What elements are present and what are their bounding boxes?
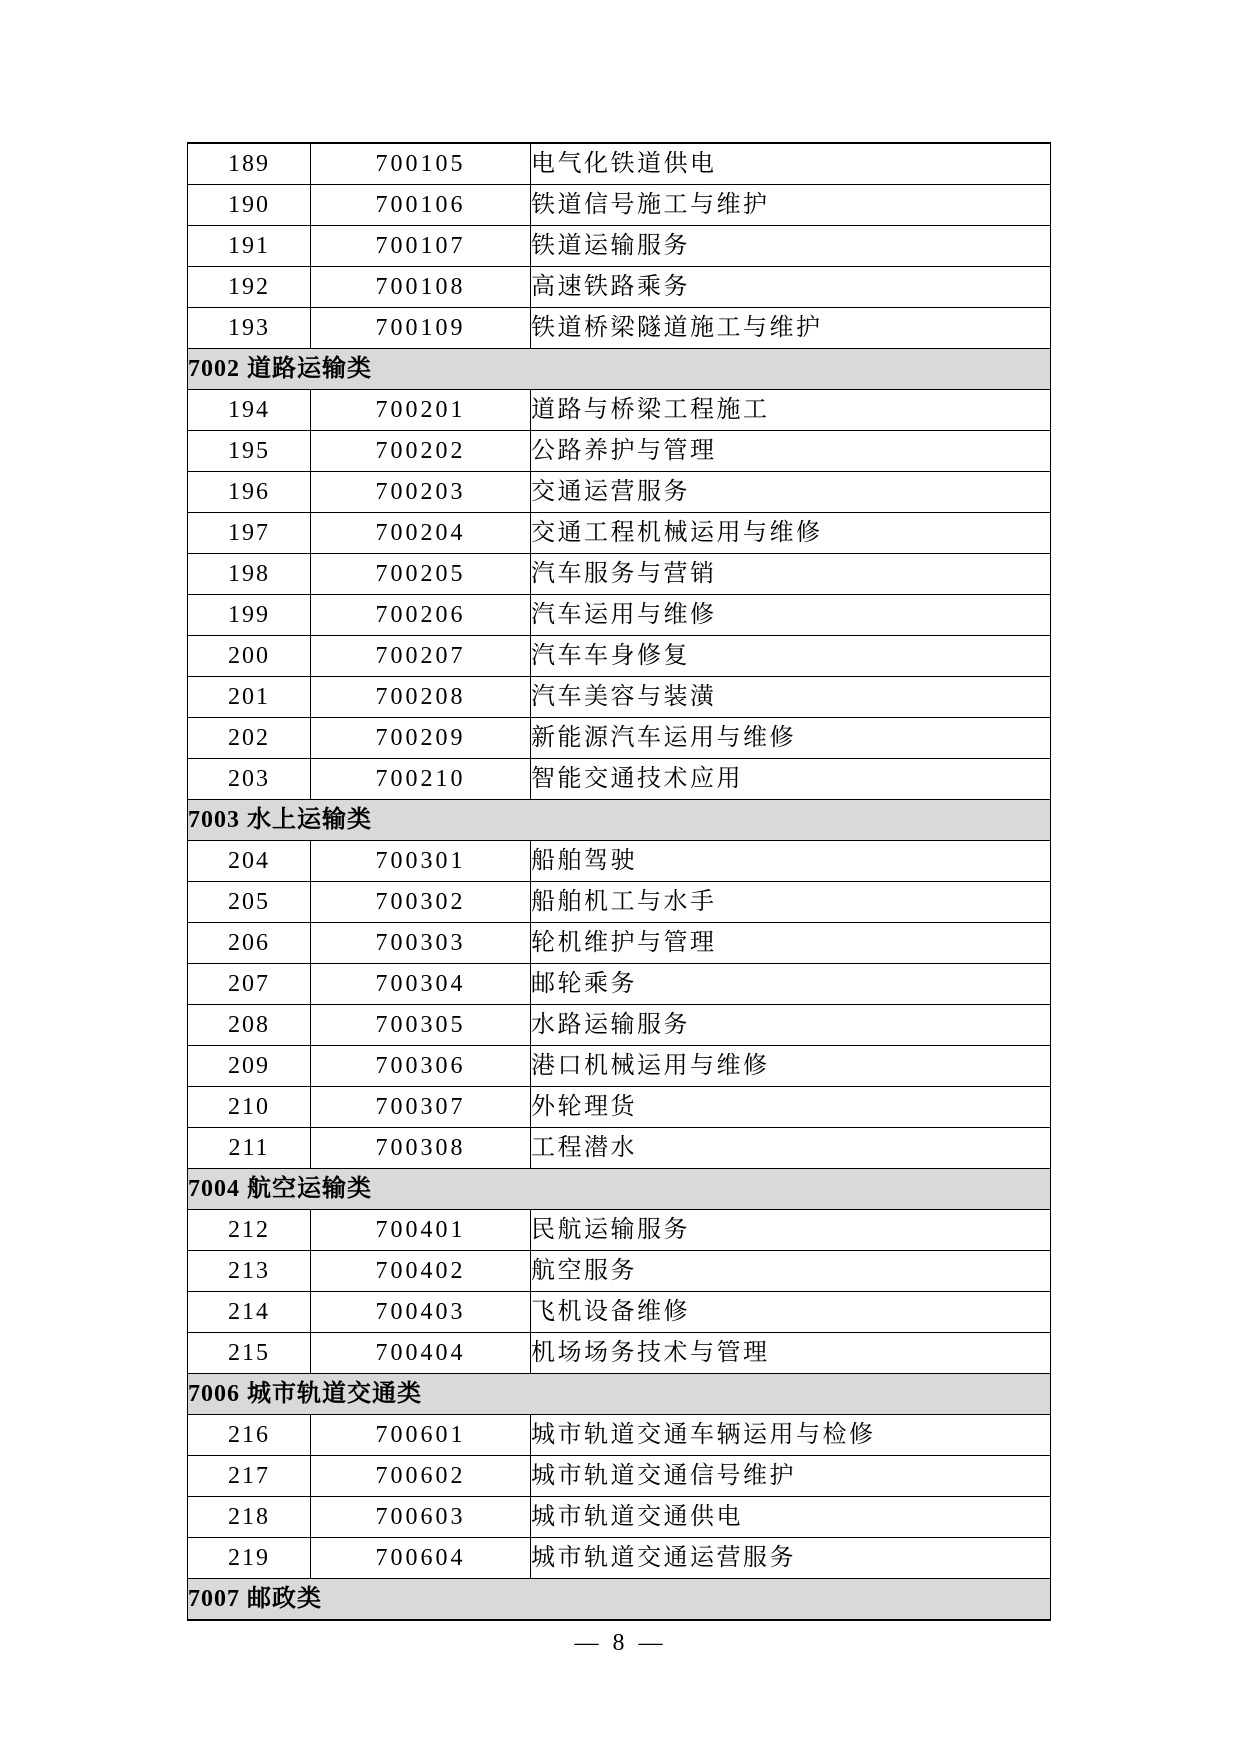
major-name-cell: 交通运营服务: [531, 472, 1051, 513]
major-name-cell: 铁道运输服务: [531, 226, 1051, 267]
major-name-cell: 汽车美容与装潢: [531, 677, 1051, 718]
section-header-row: [188, 1579, 1051, 1621]
row-number-cell: 197: [188, 513, 311, 554]
major-code-cell: 700209: [311, 718, 531, 759]
major-code-cell: 700107: [311, 226, 531, 267]
major-name-cell: 城市轨道交通供电: [531, 1497, 1051, 1538]
major-name-cell: 水路运输服务: [531, 1005, 1051, 1046]
major-code-cell: 700108: [311, 267, 531, 308]
table-row: [188, 1415, 1051, 1456]
row-number-cell: 189: [188, 143, 311, 185]
table-row: [188, 472, 1051, 513]
major-name-cell: 船舶驾驶: [531, 841, 1051, 882]
table-row: [188, 1456, 1051, 1497]
row-number-cell: 218: [188, 1497, 311, 1538]
row-number-cell: 214: [188, 1292, 311, 1333]
row-number-cell: 200: [188, 636, 311, 677]
table-row: [188, 636, 1051, 677]
major-code-cell: 700301: [311, 841, 531, 882]
major-code-cell: 700205: [311, 554, 531, 595]
section-label-cell: 7003 水上运输类: [188, 800, 1051, 841]
row-number-cell: 195: [188, 431, 311, 472]
row-number-cell: 219: [188, 1538, 311, 1579]
major-name-cell: 铁道信号施工与维护: [531, 185, 1051, 226]
row-number-cell: 193: [188, 308, 311, 349]
row-number-cell: 203: [188, 759, 311, 800]
row-number-cell: 202: [188, 718, 311, 759]
page-number: — 8 —: [574, 1630, 667, 1656]
row-number-cell: 204: [188, 841, 311, 882]
section-header-row: [188, 349, 1051, 390]
table-row: [188, 1210, 1051, 1251]
table-row: [188, 226, 1051, 267]
major-code-cell: 700204: [311, 513, 531, 554]
row-number-cell: 208: [188, 1005, 311, 1046]
row-number-cell: 211: [188, 1128, 311, 1169]
major-code-cell: 700109: [311, 308, 531, 349]
row-number-cell: 192: [188, 267, 311, 308]
table-row: [188, 1333, 1051, 1374]
major-code-cell: 700308: [311, 1128, 531, 1169]
table-row: [188, 595, 1051, 636]
major-code-cell: 700106: [311, 185, 531, 226]
major-code-cell: 700206: [311, 595, 531, 636]
major-name-cell: 民航运输服务: [531, 1210, 1051, 1251]
major-name-cell: 高速铁路乘务: [531, 267, 1051, 308]
row-number-cell: 196: [188, 472, 311, 513]
major-name-cell: 智能交通技术应用: [531, 759, 1051, 800]
major-name-cell: 轮机维护与管理: [531, 923, 1051, 964]
section-header-row: [188, 1169, 1051, 1210]
row-number-cell: 199: [188, 595, 311, 636]
row-number-cell: 215: [188, 1333, 311, 1374]
row-number-cell: 209: [188, 1046, 311, 1087]
table-row: [188, 185, 1051, 226]
row-number-cell: 206: [188, 923, 311, 964]
section-label-cell: 7002 道路运输类: [188, 349, 1051, 390]
major-code-cell: 700203: [311, 472, 531, 513]
major-name-cell: 邮轮乘务: [531, 964, 1051, 1005]
major-name-cell: 公路养护与管理: [531, 431, 1051, 472]
major-name-cell: 城市轨道交通车辆运用与检修: [531, 1415, 1051, 1456]
section-header-row: [188, 1374, 1051, 1415]
table-row: [188, 513, 1051, 554]
major-code-cell: 700305: [311, 1005, 531, 1046]
table-row: [188, 1046, 1051, 1087]
row-number-cell: 216: [188, 1415, 311, 1456]
major-name-cell: 工程潜水: [531, 1128, 1051, 1169]
major-code-cell: 700604: [311, 1538, 531, 1579]
major-name-cell: 飞机设备维修: [531, 1292, 1051, 1333]
major-code-cell: 700210: [311, 759, 531, 800]
table-row: [188, 882, 1051, 923]
row-number-cell: 194: [188, 390, 311, 431]
table-row: [188, 1251, 1051, 1292]
row-number-cell: 205: [188, 882, 311, 923]
row-number-cell: 213: [188, 1251, 311, 1292]
major-code-cell: 700201: [311, 390, 531, 431]
major-code-cell: 700603: [311, 1497, 531, 1538]
table-row: [188, 390, 1051, 431]
major-code-cell: 700105: [311, 143, 531, 185]
major-name-cell: 航空服务: [531, 1251, 1051, 1292]
major-code-cell: 700401: [311, 1210, 531, 1251]
table-row: [188, 554, 1051, 595]
major-name-cell: 交通工程机械运用与维修: [531, 513, 1051, 554]
row-number-cell: 198: [188, 554, 311, 595]
major-name-cell: 汽车车身修复: [531, 636, 1051, 677]
table-row: [188, 923, 1051, 964]
table-row: [188, 267, 1051, 308]
major-code-cell: 700602: [311, 1456, 531, 1497]
major-name-cell: 汽车服务与营销: [531, 554, 1051, 595]
table-row: [188, 143, 1051, 185]
major-name-cell: 机场场务技术与管理: [531, 1333, 1051, 1374]
major-code-cell: 700202: [311, 431, 531, 472]
major-code-cell: 700302: [311, 882, 531, 923]
major-code-cell: 700303: [311, 923, 531, 964]
major-name-cell: 外轮理货: [531, 1087, 1051, 1128]
section-label-cell: 7004 航空运输类: [188, 1169, 1051, 1210]
table-row: [188, 1538, 1051, 1579]
major-name-cell: 船舶机工与水手: [531, 882, 1051, 923]
table-row: [188, 431, 1051, 472]
major-name-cell: 汽车运用与维修: [531, 595, 1051, 636]
major-code-cell: 700304: [311, 964, 531, 1005]
row-number-cell: 210: [188, 1087, 311, 1128]
major-code-cell: 700402: [311, 1251, 531, 1292]
major-name-cell: 港口机械运用与维修: [531, 1046, 1051, 1087]
major-code-cell: 700208: [311, 677, 531, 718]
row-number-cell: 207: [188, 964, 311, 1005]
table-row: [188, 677, 1051, 718]
major-name-cell: 城市轨道交通信号维护: [531, 1456, 1051, 1497]
major-code-cell: 700207: [311, 636, 531, 677]
table-row: [188, 1005, 1051, 1046]
row-number-cell: 217: [188, 1456, 311, 1497]
section-label-cell: 7007 邮政类: [188, 1579, 1051, 1621]
table-row: [188, 841, 1051, 882]
table-row: [188, 1087, 1051, 1128]
section-header-row: [188, 800, 1051, 841]
row-number-cell: 190: [188, 185, 311, 226]
major-code-cell: 700601: [311, 1415, 531, 1456]
major-name-cell: 道路与桥梁工程施工: [531, 390, 1051, 431]
major-code-cell: 700404: [311, 1333, 531, 1374]
row-number-cell: 212: [188, 1210, 311, 1251]
major-code-cell: 700403: [311, 1292, 531, 1333]
table-row: [188, 964, 1051, 1005]
major-name-cell: 铁道桥梁隧道施工与维护: [531, 308, 1051, 349]
section-label-cell: 7006 城市轨道交通类: [188, 1374, 1051, 1415]
major-name-cell: 新能源汽车运用与维修: [531, 718, 1051, 759]
major-code-cell: 700307: [311, 1087, 531, 1128]
major-name-cell: 城市轨道交通运营服务: [531, 1538, 1051, 1579]
table-row: [188, 308, 1051, 349]
table-row: [188, 759, 1051, 800]
row-number-cell: 191: [188, 226, 311, 267]
major-name-cell: 电气化铁道供电: [531, 143, 1051, 185]
table-row: [188, 1497, 1051, 1538]
row-number-cell: 201: [188, 677, 311, 718]
table-row: [188, 1292, 1051, 1333]
table-row: [188, 1128, 1051, 1169]
table-row: [188, 718, 1051, 759]
major-code-cell: 700306: [311, 1046, 531, 1087]
major-code-table: [187, 142, 1051, 1621]
